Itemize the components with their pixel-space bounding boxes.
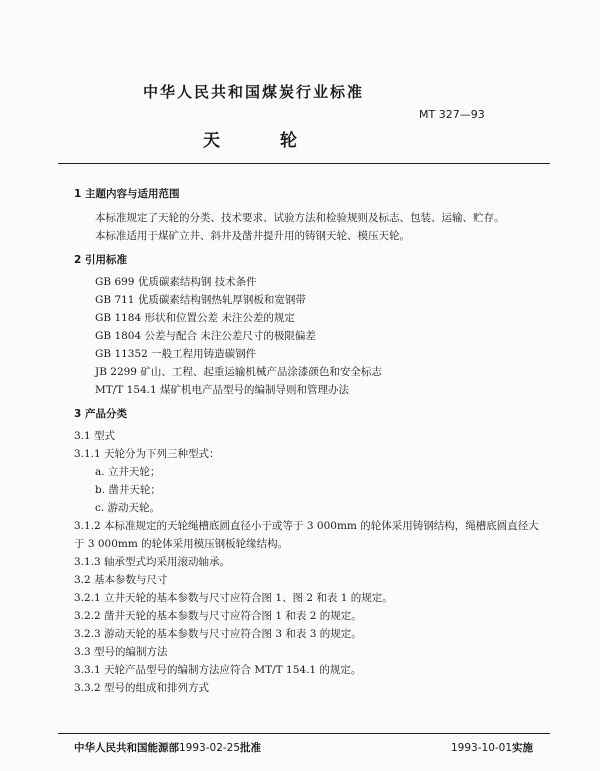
section-3-heading: 3 产品分类 bbox=[74, 408, 127, 420]
approval-label: 批准 bbox=[240, 742, 262, 754]
clause-line: 3.3 型号的编制方法 bbox=[74, 646, 168, 658]
approval-date: 1993-02-25 bbox=[179, 742, 241, 754]
clause-line: 3.2.2 凿井天轮的基本参数与尺寸应符合图 1 和表 2 的规定。 bbox=[74, 610, 362, 622]
section-1-paragraph: 本标准适用于煤矿立井、斜井及凿井提升用的铸钢天轮、模压天轮。 bbox=[95, 230, 410, 242]
clause-line: 3.1.2 本标准规定的天轮绳槽底圆直径小于或等于 3 000mm 的轮体采用铸钢结构，绳槽底圆直径大 bbox=[74, 520, 539, 532]
clause-line: 3.1 型式 bbox=[74, 430, 116, 442]
clause-line: 3.1.3 轴承型式均采用滚动轴承。 bbox=[74, 556, 231, 568]
clause-line: 3.2.1 立井天轮的基本参数与尺寸应符合图 1、图 2 和表 1 的规定。 bbox=[74, 592, 393, 604]
implementation-line bbox=[451, 740, 533, 755]
clause-line: 3.3.1 天轮产品型号的编制方法应符合 MT/T 154.1 的规定。 bbox=[74, 664, 362, 676]
standard-code: MT 327—93 bbox=[419, 108, 485, 121]
clause-line: 3.3.2 型号的组成和排列方式 bbox=[74, 682, 210, 694]
section-2-heading: 2 引用标准 bbox=[74, 254, 127, 266]
header-divider bbox=[58, 163, 550, 164]
clause-line: 3.2 基本参数与尺寸 bbox=[74, 574, 168, 586]
reference-item: GB 11352 一般工程用铸造碳钢件 bbox=[95, 348, 257, 360]
reference-item: GB 1184 形状和位置公差 未注公差的规定 bbox=[95, 312, 295, 324]
clause-line: 3.1.1 天轮分为下列三种型式： bbox=[74, 448, 220, 460]
footer-divider bbox=[58, 733, 550, 734]
section-1-heading: 1 主题内容与适用范围 bbox=[74, 188, 180, 200]
list-item: b. 凿井天轮； bbox=[95, 484, 161, 496]
implementation-label: 实施 bbox=[512, 742, 534, 754]
clause-line: 于 3 000mm 的轮体采用模压钢板轮缘结构。 bbox=[74, 538, 289, 550]
section-1-paragraph: 本标准规定了天轮的分类、技术要求、试验方法和检验规则及标志、包装、运输、贮存。 bbox=[95, 212, 505, 224]
reference-item: MT/T 154.1 煤矿机电产品型号的编制导则和管理办法 bbox=[95, 384, 350, 396]
clause-line: 3.2.3 游动天轮的基本参数与尺寸应符合图 3 和表 3 的规定。 bbox=[74, 628, 362, 640]
issuing-authority: 中华人民共和国能源部 bbox=[74, 742, 179, 754]
reference-item: GB 1804 公差与配合 未注公差尺寸的极限偏差 bbox=[95, 330, 316, 342]
implementation-date: 1993-10-01 bbox=[451, 742, 513, 754]
document-title: 天轮 bbox=[203, 131, 357, 151]
list-item: a. 立井天轮； bbox=[95, 466, 161, 478]
reference-item: JB 2299 矿山、工程、起重运输机械产品涂漆颜色和安全标志 bbox=[95, 366, 382, 378]
approval-line bbox=[74, 740, 261, 755]
standard-category-title: 中华人民共和国煤炭行业标准 bbox=[143, 83, 365, 101]
reference-item: GB 699 优质碳素结构钢 技术条件 bbox=[95, 276, 257, 288]
list-item: c. 游动天轮。 bbox=[95, 502, 161, 514]
reference-item: GB 711 优质碳素结构钢热轧厚钢板和宽钢带 bbox=[95, 294, 306, 306]
